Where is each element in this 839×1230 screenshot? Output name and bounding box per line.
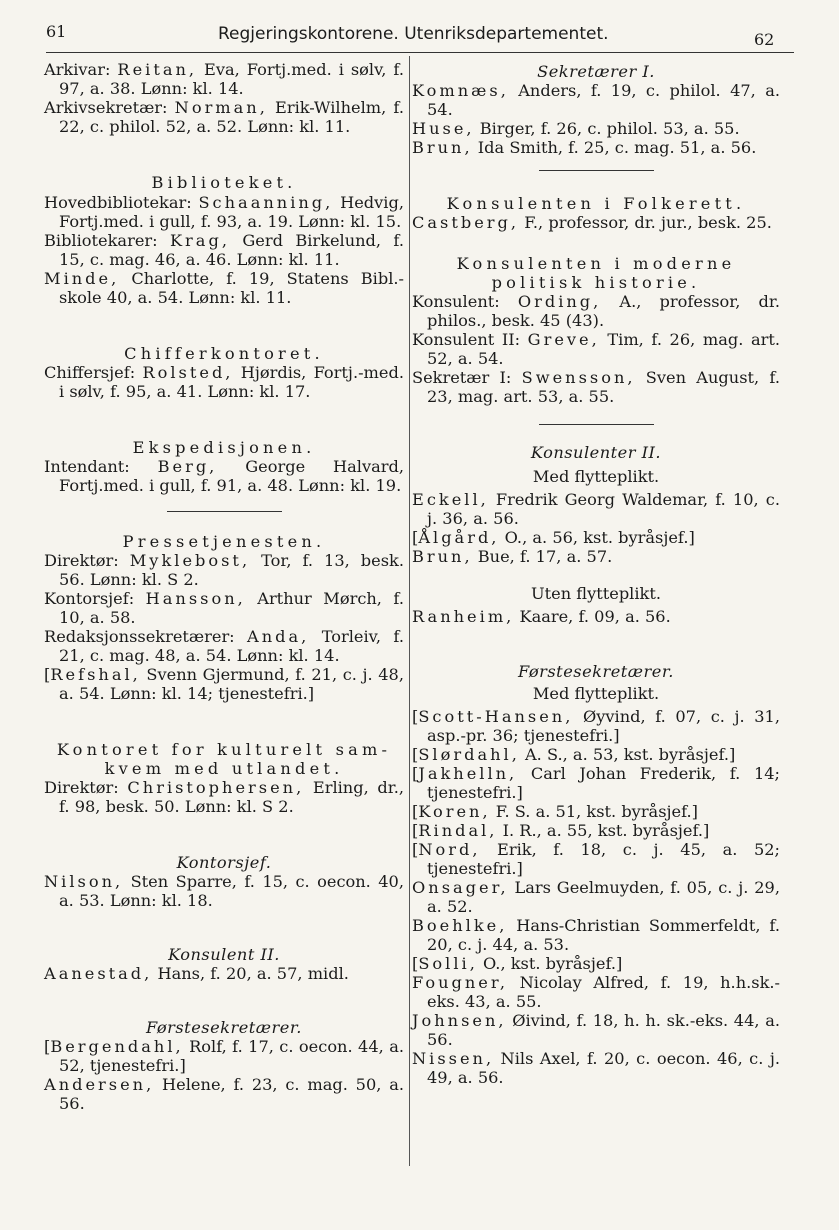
subhead-forstesekretaerer-right: Førstesekretærer. bbox=[518, 662, 674, 681]
section-head-moderne-2: politisk historie. bbox=[491, 273, 701, 292]
subhead-sekretaerer-i: Sekretærer I. bbox=[537, 62, 655, 81]
subhead-konsulenter-ii: Konsulenter II. bbox=[530, 443, 662, 462]
section-head-kultur-2: kvem med utlandet. bbox=[104, 759, 344, 778]
entry-bibliotekarer: Bibliotekarer: Krag, Gerd Birkelund, f. 15, c. mag. 46, a. 46. Lønn: kl. 11. bbox=[44, 231, 404, 269]
subhead-kontorsjef: Kontorsjef. bbox=[176, 853, 272, 872]
entry-kontorsjef: Kontorsjef: Hansson, Arthur Mørch, f. 10, a. 58. bbox=[44, 589, 404, 627]
entry-andersen: Andersen, Helene, f. 23, c. mag. 50, a. 56. bbox=[44, 1075, 404, 1113]
subhead-uten-flytteplikt: Uten flytteplikt. bbox=[530, 584, 661, 603]
entry-jakhelln: [Jakhelln, Carl Johan Frederik, f. 14; tjenestefri.] bbox=[412, 764, 780, 802]
subhead-med-flytteplikt-2: Med flytteplikt. bbox=[532, 684, 660, 703]
entry-algard: [Ålgård, O., a. 56, kst. byråsjef.] bbox=[412, 528, 695, 547]
entry-boehlke: Boehlke, Hans-Christian Sommerfeldt, f. 20, c. j. 44, a. 53. bbox=[412, 916, 780, 954]
entry-arkivar: Arkivar: Reitan, Eva, Fortj.med. i sølv, f. 97, a. 38. Lønn: kl. 14. bbox=[44, 60, 404, 98]
entry-rindal: [Rindal, I. R., a. 55, kst. byråsjef.] bbox=[412, 821, 710, 840]
entry-bergendahl: [Bergendahl, Rolf, f. 17, c. oecon. 44, a. 52, tjenestefri.] bbox=[44, 1037, 404, 1075]
entry-nissen: Nissen, Nils Axel, f. 20, c. oecon. 46, c. j. 49, a. 56. bbox=[412, 1049, 780, 1087]
section-head-folkerett: Konsulenten i Folkerett. bbox=[446, 194, 746, 213]
entry-slordahl: [Slørdahl, A. S., a. 53, kst. byråsjef.] bbox=[412, 745, 736, 764]
section-head-ekspedisjonen: Ekspedisjonen. bbox=[132, 438, 316, 457]
entry-onsager: Onsager, Lars Geelmuyden, f. 05, c. j. 29, a. 52. bbox=[412, 878, 780, 916]
entry-solli: [Solli, O., kst. byråsjef.] bbox=[412, 954, 623, 973]
entry-redaksjonssekretaerer: Redaksjonssekretærer: Anda, Torleiv, f. 21, c. mag. 48, a. 54. Lønn: kl. 14. bbox=[44, 627, 404, 665]
entry-koren: [Koren, F. S. a. 51, kst. byråsjef.] bbox=[412, 802, 698, 821]
page-number-left: 61 bbox=[46, 22, 67, 41]
page-header bbox=[0, 0, 839, 56]
section-head-chifferkontoret: Chifferkontoret. bbox=[124, 344, 324, 363]
entry-huse: Huse, Birger, f. 26, c. philol. 53, a. 55. bbox=[412, 119, 740, 138]
entry-direktor: Direktør: Myklebost, Tor, f. 13, besk. 56. Lønn: kl. S 2. bbox=[44, 551, 404, 589]
entry-nord: [Nord, Erik, f. 18, c. j. 45, a. 52; tjenestefri.] bbox=[412, 840, 780, 878]
entry-minde: Minde, Charlotte, f. 19, Statens Bibl.-skole 40, a. 54. Lønn: kl. 11. bbox=[44, 269, 404, 307]
entry-chiffersjef: Chiffersjef: Rolsted, Hjørdis, Fortj.-med. i sølv, f. 95, a. 41. Lønn: kl. 17. bbox=[44, 363, 404, 401]
subhead-med-flytteplikt-1: Med flytteplikt. bbox=[532, 467, 660, 486]
entry-brun-ida: Brun, Ida Smith, f. 25, c. mag. 51, a. 56. bbox=[412, 138, 757, 157]
section-head-biblioteket: Biblioteket. bbox=[151, 173, 297, 192]
entry-swensson: Sekretær I: Swensson, Sven August, f. 23, mag. art. 53, a. 55. bbox=[412, 368, 780, 406]
page-number-right: 62 bbox=[754, 30, 775, 49]
section-head-moderne-1: Konsulenten i moderne bbox=[456, 254, 736, 273]
header-rule bbox=[46, 52, 794, 53]
entry-hovedbibliotekar: Hovedbibliotekar: Schaanning, Hedvig, Fortj.med. i gull, f. 93, a. 19. Lønn: kl. 15. bbox=[44, 193, 404, 231]
subhead-forstesekretaerer-left: Førstesekretærer. bbox=[146, 1018, 302, 1037]
entry-brun-bue: Brun, Bue, f. 17, a. 57. bbox=[412, 547, 613, 566]
entry-ranheim: Ranheim, Kaare, f. 09, a. 56. bbox=[412, 607, 671, 626]
entry-greve: Konsulent II: Greve, Tim, f. 26, mag. art. 52, a. 54. bbox=[412, 330, 780, 368]
entry-aanestad: Aanestad, Hans, f. 20, a. 57, midl. bbox=[44, 964, 349, 983]
entry-intendant: Intendant: Berg, George Halvard, Fortj.med. i gull, f. 91, a. 48. Lønn: kl. 19. bbox=[44, 457, 404, 495]
left-column bbox=[44, 60, 404, 1113]
entry-komnaes: Komnæs, Anders, f. 19, c. philol. 47, a. 54. bbox=[412, 81, 780, 119]
entry-scott-hansen: [Scott-Hansen, Øyvind, f. 07, c. j. 31, asp.-pr. 36; tjenestefri.] bbox=[412, 707, 780, 745]
entry-refshal: [Refshal, Svenn Gjermund, f. 21, c. j. 48, a. 54. Lønn: kl. 14; tjenestefri.] bbox=[44, 665, 404, 703]
entry-eckell: Eckell, Fredrik Georg Waldemar, f. 10, c. j. 36, a. 56. bbox=[412, 490, 780, 528]
entry-arkivsekretaer: Arkivsekretær: Norman, Erik-Wilhelm, f. 22, c. philol. 52, a. 52. Lønn: kl. 11. bbox=[44, 98, 404, 136]
column-divider bbox=[409, 56, 410, 1166]
entry-fougner: Fougner, Nicolay Alfred, f. 19, h.h.sk.-eks. 43, a. 55. bbox=[412, 973, 780, 1011]
right-column bbox=[412, 60, 780, 1087]
section-head-kultur-1: Kontoret for kulturelt sam- bbox=[56, 740, 392, 759]
subhead-konsulent-ii: Konsulent II. bbox=[168, 945, 280, 964]
running-title: Regjeringskontorene. Utenriksdepartementet. bbox=[218, 24, 609, 44]
entry-nilson: Nilson, Sten Sparre, f. 15, c. oecon. 40, a. 53. Lønn: kl. 18. bbox=[44, 872, 404, 910]
entry-johnsen: Johnsen, Øivind, f. 18, h. h. sk.-eks. 44, a. 56. bbox=[412, 1011, 780, 1049]
entry-ording: Konsulent: Ording, A., professor, dr. philos., besk. 45 (43). bbox=[412, 292, 780, 330]
entry-castberg: Castberg, F., professor, dr. jur., besk. 25. bbox=[412, 213, 772, 232]
section-head-pressetjenesten: Pressetjenesten. bbox=[122, 532, 326, 551]
entry-kultur-direktor: Direktør: Christophersen, Erling, dr., f. 98, besk. 50. Lønn: kl. S 2. bbox=[44, 778, 404, 816]
